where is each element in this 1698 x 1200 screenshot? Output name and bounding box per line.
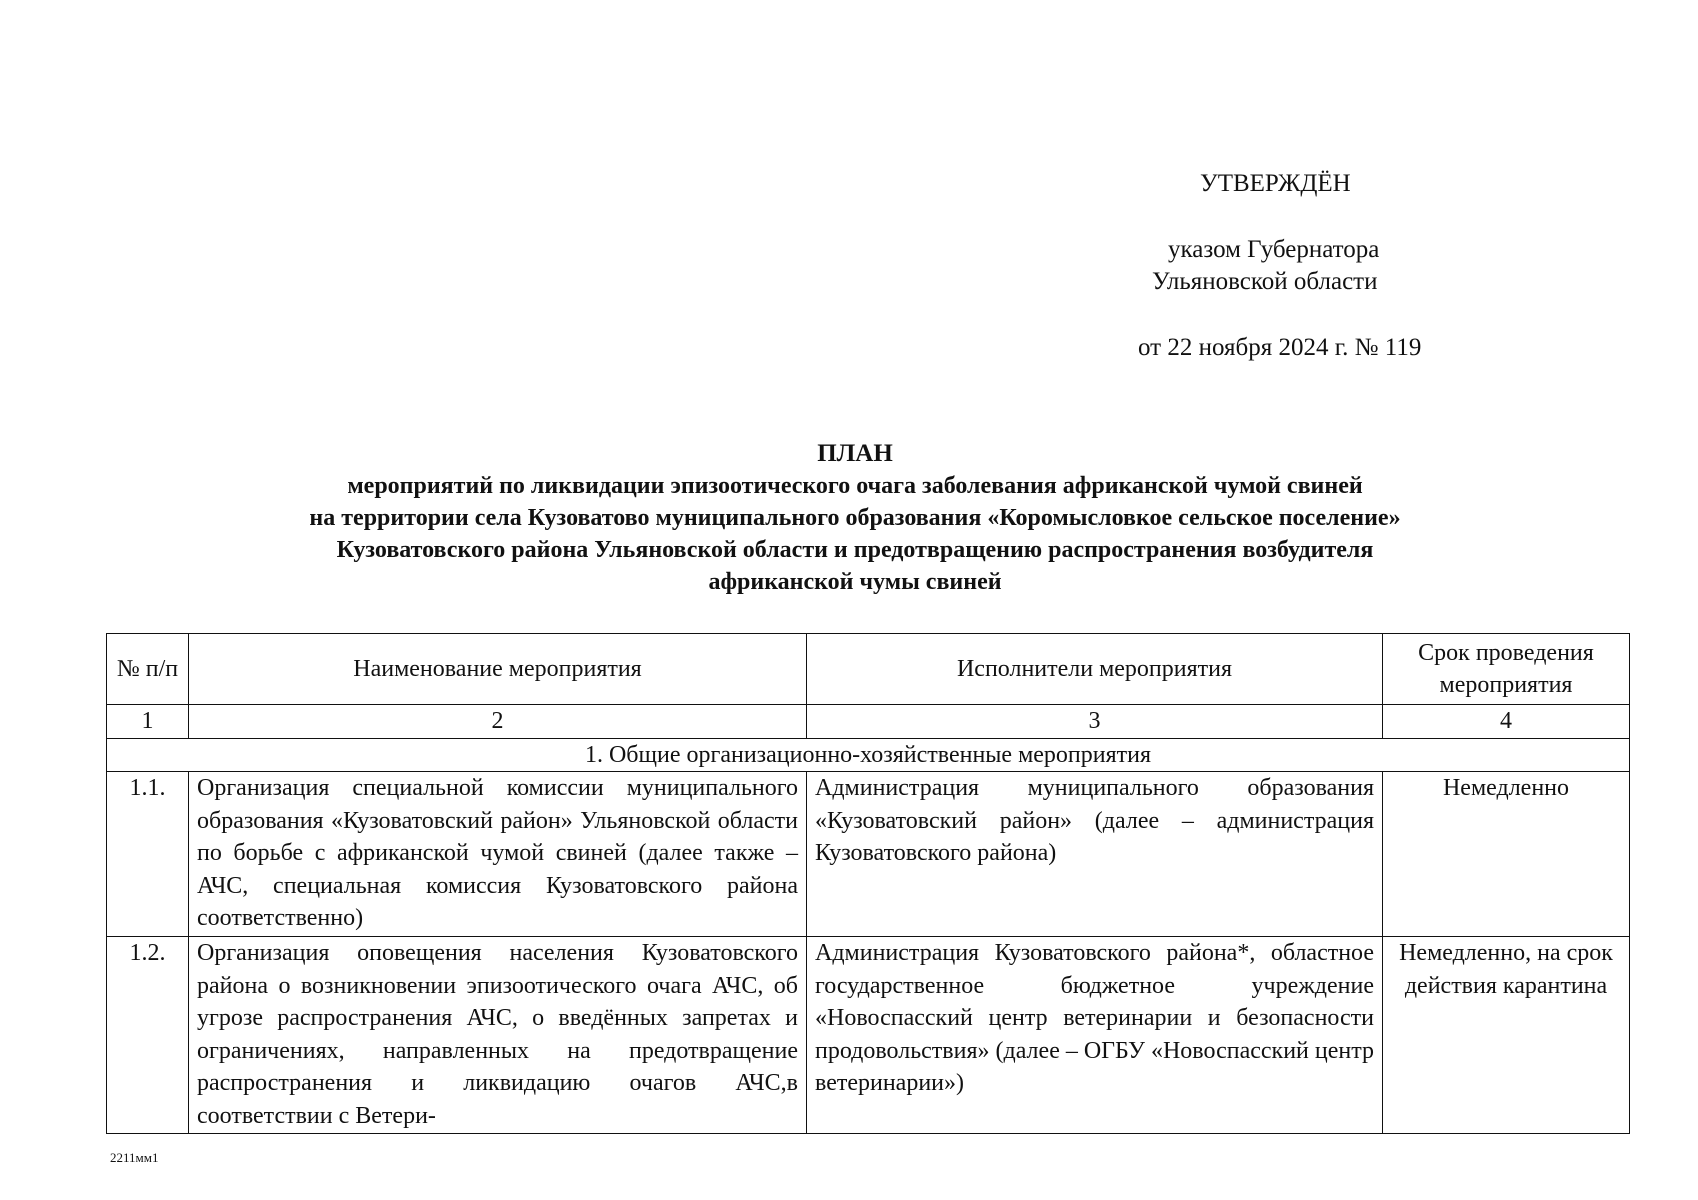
approval-line-2: Ульяновской области: [1152, 268, 1378, 295]
table-row: [107, 937, 1630, 1134]
row-number: 1.1.: [107, 772, 189, 937]
approval-line-1: указом Губернатора: [1168, 236, 1380, 263]
column-index: 3: [807, 705, 1383, 739]
row-term: Немедленно, на срок действия карантина: [1383, 937, 1630, 1134]
row-executors: Администрация Кузоватовского района*, областное государственное бюджетное учреждение «Новоспасский центр ветеринарии и безопасности продовольствия» (далее – ОГБУ «Новоспасский центр ветеринарии»): [807, 937, 1383, 1134]
title-line-1: мероприятий по ликвидации эпизоотического очага заболевания африканской чумой свиней: [347, 473, 1363, 499]
section-row: [107, 738, 1630, 772]
title-main: ПЛАН: [817, 440, 893, 467]
column-index: 4: [1383, 705, 1630, 739]
column-index-row: [107, 705, 1630, 739]
row-executors: Администрация муниципального образования «Кузоватовский район» (далее – администрация Кузоватовского района): [807, 772, 1383, 937]
title-line-2: на территории села Кузоватово муниципального образования «Коромысловкое сельское поселение»: [309, 505, 1401, 531]
header-term: Срок проведения мероприятия: [1383, 634, 1630, 705]
header-executors: Исполнители мероприятия: [807, 634, 1383, 705]
row-name: Организация специальной комиссии муниципального образования «Кузоватовский район» Ульяновской области по борьбе с африканской чумой свиней (далее также – АЧС, специальная комиссия Кузоватовского района соответственно): [189, 772, 807, 937]
row-number: 1.2.: [107, 937, 189, 1134]
document-title: [150, 438, 1560, 598]
title-line-3: Кузоватовского района Ульяновской области и предотвращению распространения возбудителя: [336, 537, 1374, 563]
approval-date-line: от 22 ноября 2024 г. № 119: [1138, 334, 1422, 361]
footer-code: 2211мм1: [110, 1150, 159, 1165]
plan-table: [106, 633, 1630, 1134]
row-term: Немедленно: [1383, 772, 1630, 937]
title-line-4: африканской чумы свиней: [708, 569, 1002, 595]
section-title: 1. Общие организационно-хозяйственные мероприятия: [107, 738, 1630, 772]
row-name: Организация оповещения населения Кузоватовского района о возникновении эпизоотического очага АЧС, об угрозе распространения АЧС, о введённых запретах и ограничениях, направленных на предотвращение распространения и ликвидацию очагов АЧС,в соответствии с Ветери-: [189, 937, 807, 1134]
column-index: 2: [189, 705, 807, 739]
header-num: № п/п: [107, 634, 189, 705]
header-name: Наименование мероприятия: [189, 634, 807, 705]
column-index: 1: [107, 705, 189, 739]
approval-heading: УТВЕРЖДЁН: [1200, 170, 1351, 197]
table-header-row: [107, 634, 1630, 705]
table-row: [107, 772, 1630, 937]
